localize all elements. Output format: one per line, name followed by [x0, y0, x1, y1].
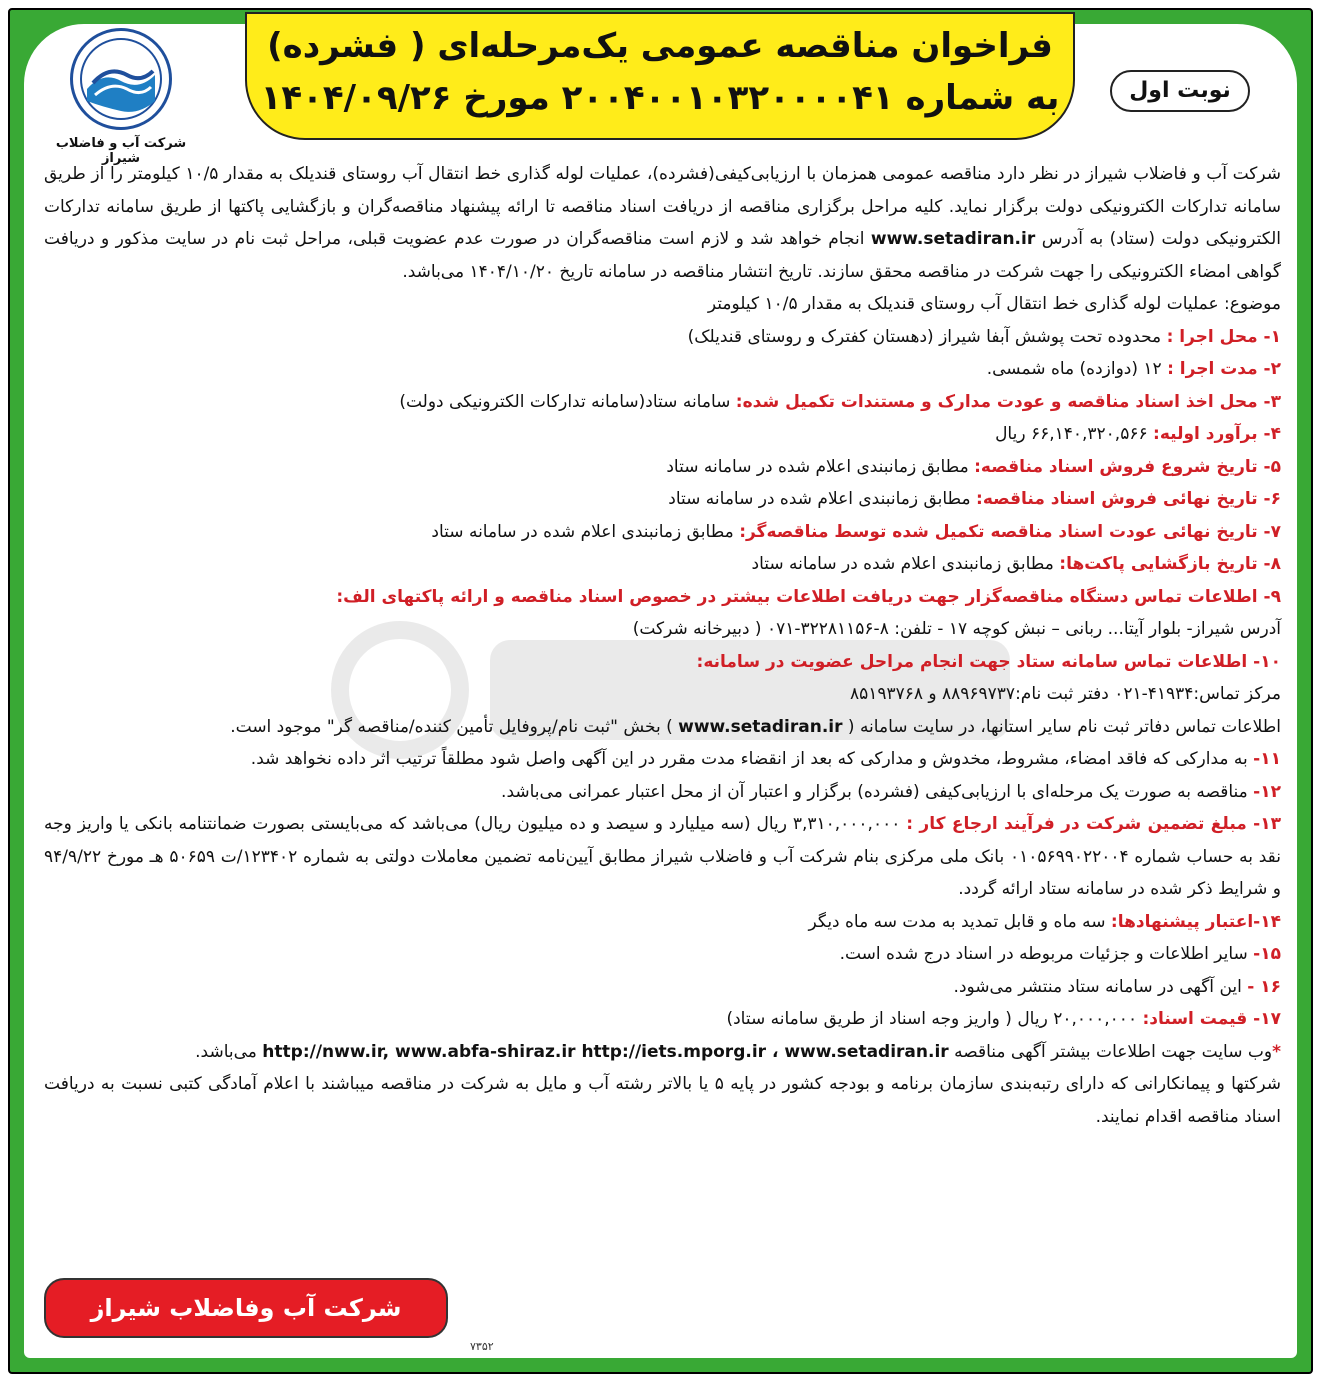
website-links[interactable]: http://nww.ir, www.abfa-shiraz.ir http://iets.mporg.ir ، www.setadiran.ir — [262, 1041, 949, 1062]
item-9-label: ۹- اطلاعات تماس دستگاه مناقصه‌گزار جهت دریافت اطلاعات بیشتر در خصوص اسناد مناقصه و ارائه پاکتهای الف: — [336, 586, 1281, 607]
item-5: ۵- تاریخ شروع فروش اسناد مناقصه: مطابق زمانبندی اعلام شده در سامانه ستاد — [666, 456, 1281, 477]
item-7: ۷- تاریخ نهائی عودت اسناد مناقصه تکمیل شده توسط مناقصه‌گر: مطابق زمانبندی اعلام شده در سامانه ستاد — [431, 521, 1281, 542]
setad-url-2[interactable]: www.setadiran.ir — [678, 716, 843, 737]
item-10-label: ۱۰- اطلاعات تماس سامانه ستاد جهت انجام مراحل عضویت در سامانه: — [696, 651, 1281, 672]
page-title: فراخوان مناقصه عمومی یک‌مرحله‌ای ( فشرده) — [267, 26, 1053, 66]
item-4: ۴- برآورد اولیه: ۶۶,۱۴۰,۳۲۰,۵۶۶ ریال — [995, 424, 1281, 444]
item-6: ۶- تاریخ نهائی فروش اسناد مناقصه: مطابق زمانبندی اعلام شده در سامانه ستاد — [668, 489, 1281, 509]
item-15: ۱۵- سایر اطلاعات و جزئیات مربوطه در اسناد درج شده است. — [839, 944, 1281, 964]
tender-number-date: به شماره ۲۰۰۴۰۰۱۰۳۲۰۰۰۰۴۱ مورخ ۱۴۰۴/۰۹/۲۶ — [260, 78, 1060, 118]
item-14: ۱۴-اعتبار پیشنهادها: سه ماه و قابل تمدید به مدت سه ماه دیگر — [808, 911, 1281, 932]
item-10-offices: اطلاعات تماس دفاتر ثبت نام سایر استانها، در سایت سامانه ( www.setadiran.ir ) بخش "ثبت نام/پروفایل تأمین کننده/مناقصه گر" موجود است. — [230, 716, 1281, 737]
subject-line: موضوع: عملیات لوله گذاری خط انتقال آب روستای قندیلک به مقدار ۱۰/۵ کیلومتر — [707, 294, 1281, 314]
item-11: ۱۱- به مدارکی که فاقد امضاء، مشروط، مخدوش و مدارکی که بعد از انقضاء مدت مقرر در این آگهی واصل شود مطلقاً ترتیب اثر داده نخواهد شد. — [250, 749, 1281, 769]
item-12: ۱۲- مناقصه به صورت یک مرحله‌ای با ارزیابی‌کیفی (فشرده) برگزار و اعتبار آن از محل اعتبار عمرانی می‌باشد. — [501, 781, 1281, 802]
item-10-contact: مرکز تماس:۴۱۹۳۴-۰۲۱ دفتر ثبت نام:۸۸۹۶۹۷۳۷ و ۸۵۱۹۳۷۶۸ — [849, 684, 1281, 704]
logo-caption: شرکت آب و فاضلاب شیراز — [55, 136, 187, 166]
item-1: ۱- محل اجرا : محدوده تحت پوشش آبفا شیراز (دهستان کفترک و روستای قندیلک) — [687, 326, 1281, 347]
setad-url[interactable]: www.setadiran.ir — [870, 229, 1036, 249]
ad-code: ۷۳۵۲ — [470, 1340, 494, 1353]
company-logo — [36, 28, 206, 168]
title-banner — [245, 12, 1075, 140]
closing-paragraph: شرکتها و پیمانکارانی که دارای رتبه‌بندی سازمان برنامه و بودجه کشور در پایه ۵ یا بالاتر رشته آب و مایل به شرکت در مناقصه میباشند با اعلام آمادگی کتبی نسبت به دریافت اسناد مناقصه اقدام نمایند. — [44, 1074, 1281, 1127]
item-8: ۸- تاریخ بازگشایی پاکت‌ها: مطابق زمانبندی اعلام شده در سامانه ستاد — [751, 554, 1281, 574]
websites-line: *وب سایت جهت اطلاعات بیشتر آگهی مناقصه http://nww.ir, www.abfa-shiraz.ir http://iets.mporg.ir ، www.setadiran.ir می‌باشد. — [195, 1041, 1281, 1062]
item-2: ۲- مدت اجرا : ۱۲ (دوازده) ماه شمسی. — [986, 359, 1281, 379]
intro-paragraph: شرکت آب و فاضلاب شیراز در نظر دارد مناقصه عمومی همزمان با ارزیابی‌کیفی(فشرده)، عملیات لوله گذاری خط انتقال آب روستای قندیلک به مقدار ۱۰/۵ کیلومتر را از طریق سامانه تدارکات الکترونیکی دولت برگزار نماید. کلیه مراحل برگزاری مناقصه از دریافت اسناد مناقصه تا ارائه پیشنهاد مناقصه‌گران و بازگشایی پاکتها از طریق سامانه تدارکات الکترونیکی دولت (ستاد) به آدرس www.setadiran.ir انجام خواهد شد و لازم است مناقصه‌گران در صورت عدم عضویت قبلی، مراحل ثبت نام در سایت مذکور و دریافت گواهی امضاء الکترونیکی را جهت شرکت در مناقصه محقق سازند. تاریخ انتشار مناقصه در سامانه تاریخ ۱۴۰۴/۱۰/۲۰ می‌باشد. — [44, 164, 1282, 282]
company-name-footer: شرکت آب وفاضلاب شیراز — [44, 1278, 448, 1338]
water-logo-icon — [70, 28, 172, 130]
round-badge: نوبت اول — [1110, 70, 1250, 112]
item-9-address: آدرس شیراز- بلوار آیتا... ربانی – نبش کوچه ۱۷ - تلفن: ۸-۳۲۲۸۱۱۵۶-۰۷۱ ( دبیرخانه شرکت) — [632, 619, 1281, 639]
item-16: ۱۶ - این آگهی در سامانه ستاد منتشر می‌شود. — [953, 976, 1281, 997]
item-17: ۱۷- قیمت اسناد: ۲۰,۰۰۰,۰۰۰ ریال ( واریز وجه اسناد از طریق سامانه ستاد) — [726, 1009, 1281, 1029]
notice-content — [44, 158, 1281, 1133]
item-13: ۱۳- مبلغ تضمین شرکت در فرآیند ارجاع کار : ۳,۳۱۰,۰۰۰,۰۰۰ ریال (سه میلیارد و سیصد و ده میلیون ریال) می‌باشد که می‌بایستی بصورت ضمانتنامه بانکی یا واریز وجه نقد به حساب شماره ۰۱۰۵۶۹۹۰۲۲۰۰۴ بانک ملی مرکزی بنام شرکت آب و فاضلاب شیراز مطابق آیین‌نامه تضمین معاملات دولتی به شماره ۱۲۳۴۰۲/ت ۵۰۶۵۹ هـ مورخ ۹۴/۹/۲۲ و شرایط ذکر شده در سامانه ستاد ارائه گردد. — [44, 814, 1281, 899]
item-3: ۳- محل اخذ اسناد مناقصه و عودت مدارک و مستندات تکمیل شده: سامانه ستاد(سامانه تدارکات الکترونیکی دولت) — [399, 391, 1281, 412]
